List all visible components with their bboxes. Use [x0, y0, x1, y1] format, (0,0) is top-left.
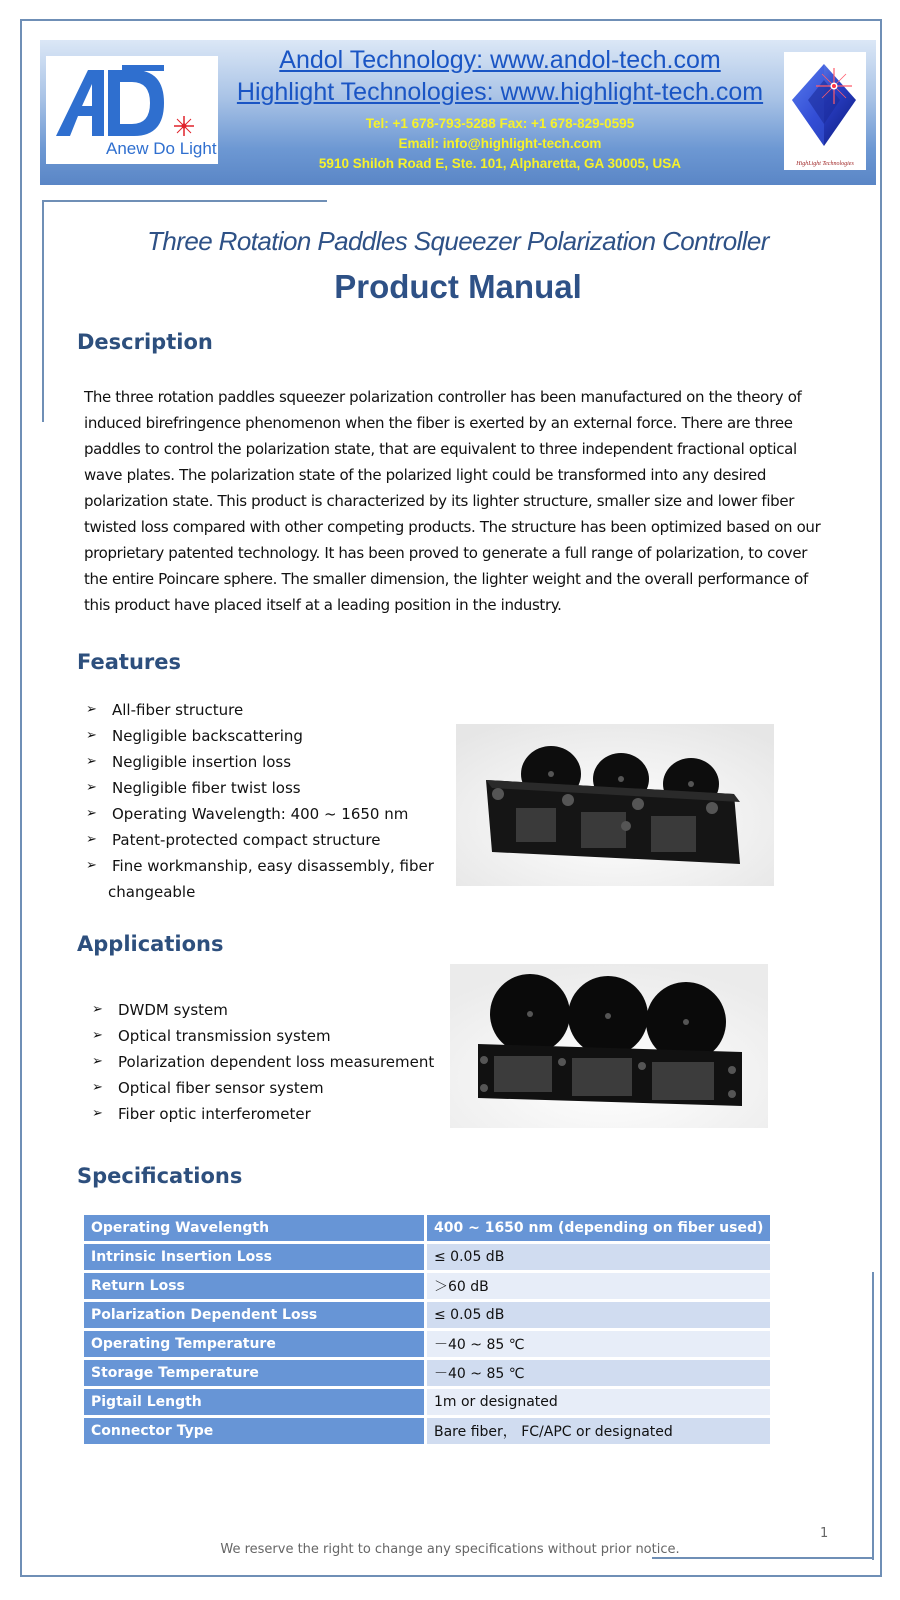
arrowhead-bullet-icon: ➢ — [86, 806, 97, 821]
list-item: ➢ Fine workmanship, easy disassembly, fiber — [86, 853, 434, 879]
document-title: Three Rotation Paddles Squeezer Polarization Controller — [147, 226, 769, 256]
spec-value: ≤ 0.05 dB — [424, 1302, 770, 1328]
list-item: ➢ Patent-protected compact structure — [86, 827, 434, 853]
table-row — [84, 1331, 770, 1357]
list-item: ➢ Negligible backscattering — [86, 723, 434, 749]
spec-label: Return Loss — [84, 1273, 424, 1299]
polarization-controller-image-icon — [456, 724, 774, 886]
list-item: ➢ Operating Wavelength: 400 ~ 1650 nm — [86, 801, 434, 827]
list-item: ➢ Optical transmission system — [92, 1023, 434, 1049]
spec-value: 1m or designated — [424, 1389, 770, 1415]
table-row — [84, 1302, 770, 1328]
postal-address: 5910 Shiloh Road E, Ste. 101, Alpharetta, GA 30005, USA — [318, 156, 682, 171]
andol-logo-mark-icon — [52, 64, 212, 144]
table-row — [84, 1418, 770, 1444]
header-banner — [40, 40, 876, 185]
logo-tagline: Anew Do Light — [106, 139, 217, 158]
decorative-line — [652, 1557, 874, 1559]
list-item: ➢ Polarization dependent loss measurement — [92, 1049, 434, 1075]
list-item: ➢ DWDM system — [92, 997, 434, 1023]
spec-label: Pigtail Length — [84, 1389, 424, 1415]
specifications-table — [84, 1212, 770, 1447]
arrowhead-bullet-icon: ➢ — [86, 702, 97, 717]
table-row — [84, 1215, 770, 1241]
arrowhead-bullet-icon: ➢ — [92, 1106, 103, 1121]
arrowhead-bullet-icon: ➢ — [92, 1054, 103, 1069]
table-row — [84, 1389, 770, 1415]
list-item: ➢ Negligible insertion loss — [86, 749, 434, 775]
arrowhead-bullet-icon: ➢ — [92, 1028, 103, 1043]
decorative-line — [872, 1272, 874, 1560]
spec-value: Bare fiber， FC/APC or designated — [424, 1418, 770, 1444]
description-text: The three rotation paddles squeezer polarization controller has been manufactured on the theory of induced birefringence phenomenon when the fiber is exerted by an external force. There are three paddles to control the polarization state, that are equivalent to three independent fractional optical wave plates. The polarization state of the polarized light could be transformed into any desired polarization state. This product is characterized by its lighter structure, smaller size and lower fiber twisted loss compared with other competing products. The structure has been optimized based on our proprietary patented technology. It has been proved to generate a full range of polarization, to cover the entire Poincare sphere. The smaller dimension, the lighter weight and the overall performance of this product have placed itself at a leading position in the industry. — [84, 388, 821, 614]
spec-label: Polarization Dependent Loss — [84, 1302, 424, 1328]
list-item: ➢ All-fiber structure — [86, 697, 434, 723]
spec-label: Intrinsic Insertion Loss — [84, 1244, 424, 1270]
highlight-logo — [784, 52, 866, 170]
applications-heading: Applications — [77, 932, 224, 956]
spec-value: －40 ~ 85 ℃ — [424, 1331, 770, 1357]
email-address[interactable]: Email: info@highlight-tech.com — [398, 136, 602, 151]
decorative-line — [42, 200, 327, 202]
polarization-controller-image-icon — [450, 964, 768, 1128]
list-item: ➢ Negligible fiber twist loss — [86, 775, 434, 801]
specifications-heading: Specifications — [77, 1164, 243, 1188]
spec-value: 400 ~ 1650 nm (depending on fiber used) — [424, 1215, 770, 1241]
spec-value: ＞60 dB — [424, 1273, 770, 1299]
list-item: ➢ Fiber optic interferometer — [92, 1101, 434, 1127]
list-item-continuation: changeable — [108, 883, 196, 901]
arrowhead-bullet-icon: ➢ — [86, 728, 97, 743]
features-heading: Features — [77, 650, 181, 674]
diamond-star-icon — [784, 52, 866, 152]
description-heading: Description — [77, 330, 213, 354]
spec-label: Storage Temperature — [84, 1360, 424, 1386]
highlight-website-link[interactable]: Highlight Technologies: www.highlight-tech.com — [236, 78, 764, 106]
spec-value: －40 ~ 85 ℃ — [424, 1360, 770, 1386]
spec-label: Operating Temperature — [84, 1331, 424, 1357]
andol-logo — [46, 56, 218, 164]
spec-label: Connector Type — [84, 1418, 424, 1444]
arrowhead-bullet-icon: ➢ — [92, 1080, 103, 1095]
arrowhead-bullet-icon: ➢ — [86, 832, 97, 847]
document-subtitle: Product Manual — [334, 268, 582, 305]
phone-fax: Tel: +1 678-793-5288 Fax: +1 678-829-0595 — [365, 116, 635, 131]
table-row — [84, 1244, 770, 1270]
arrowhead-bullet-icon: ➢ — [92, 1002, 103, 1017]
arrowhead-bullet-icon: ➢ — [86, 858, 97, 873]
applications-list — [92, 997, 434, 1127]
page-number: 1 — [820, 1526, 829, 1541]
arrowhead-bullet-icon: ➢ — [86, 754, 97, 769]
spec-value: ≤ 0.05 dB — [424, 1244, 770, 1270]
product-photo-front — [450, 964, 768, 1128]
features-list — [86, 697, 434, 905]
arrowhead-bullet-icon: ➢ — [86, 780, 97, 795]
table-row — [84, 1360, 770, 1386]
list-item: ➢ Optical fiber sensor system — [92, 1075, 434, 1101]
table-row — [84, 1273, 770, 1299]
andol-website-link[interactable]: Andol Technology: www.andol-tech.com — [279, 46, 721, 74]
logo-caption: HighLight Technologies — [796, 161, 854, 167]
footer-disclaimer: We reserve the right to change any specifications without prior notice. — [220, 1542, 680, 1557]
spec-label: Operating Wavelength — [84, 1215, 424, 1241]
product-photo-angled — [456, 724, 774, 886]
